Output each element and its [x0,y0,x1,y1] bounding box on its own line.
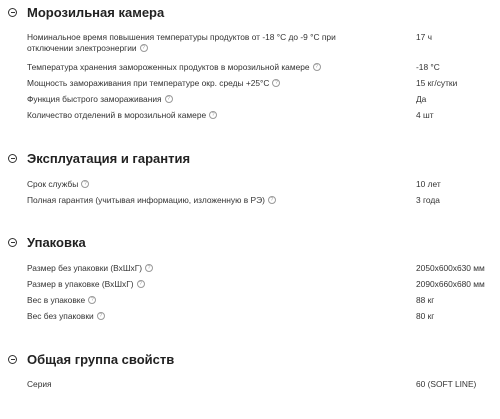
spec-value: 3 года [416,195,440,205]
spec-value: 17 ч [416,32,433,42]
minus-circle-icon[interactable] [8,154,17,163]
spec-label: Номинальное время повышения температуры продуктов от -18 °С до -9 °С при отключении электроэнергии [27,32,336,53]
spec-label: Полная гарантия (учитывая информацию, изложенную в РЭ) [27,195,265,205]
spec-value: 60 (SOFT LINE) [416,379,477,389]
spec-label: Срок службы [27,179,79,189]
info-icon[interactable]: ? [140,44,148,52]
info-icon[interactable]: ? [81,180,89,188]
info-icon[interactable]: ? [137,280,145,288]
spec-value: 15 кг/сутки [416,78,458,88]
spec-label: Вес без упаковки [27,311,94,321]
spec-label: Температура хранения замороженных продуктов в морозильной камере [27,62,310,72]
section-title: Упаковка [27,235,86,250]
spec-value: 2090x660x680 мм [416,279,485,289]
info-icon[interactable]: ? [209,111,217,119]
spec-value: Да [416,94,427,104]
minus-circle-icon[interactable] [8,8,17,17]
section-title: Эксплуатация и гарантия [27,151,191,166]
spec-value: 4 шт [416,110,434,120]
spec-label: Мощность замораживания при температуре окр. среды +25°С [27,78,270,88]
info-icon[interactable]: ? [88,296,96,304]
info-icon[interactable]: ? [313,63,321,71]
spec-value: 80 кг [416,311,435,321]
spec-value: 88 кг [416,295,435,305]
minus-circle-icon[interactable] [8,355,17,364]
info-icon[interactable]: ? [272,79,280,87]
minus-circle-icon[interactable] [8,238,17,247]
spec-label: Размер без упаковки (ВхШхГ) [27,263,143,273]
info-icon[interactable]: ? [165,95,173,103]
spec-label: Серия [27,379,52,389]
info-icon[interactable]: ? [97,312,105,320]
spec-label: Вес в упаковке [27,295,86,305]
spec-value: 10 лет [416,179,441,189]
section-title: Общая группа свойств [27,352,175,367]
info-icon[interactable]: ? [268,196,276,204]
spec-label: Размер в упаковке (ВхШхГ) [27,279,134,289]
info-icon[interactable]: ? [145,264,153,272]
spec-value: 2050x600x630 мм [416,263,485,273]
spec-label: Функция быстрого замораживания [27,94,162,104]
spec-value: -18 °С [416,62,440,72]
spec-label: Количество отделений в морозильной камере [27,110,207,120]
section-title: Морозильная камера [27,5,165,20]
